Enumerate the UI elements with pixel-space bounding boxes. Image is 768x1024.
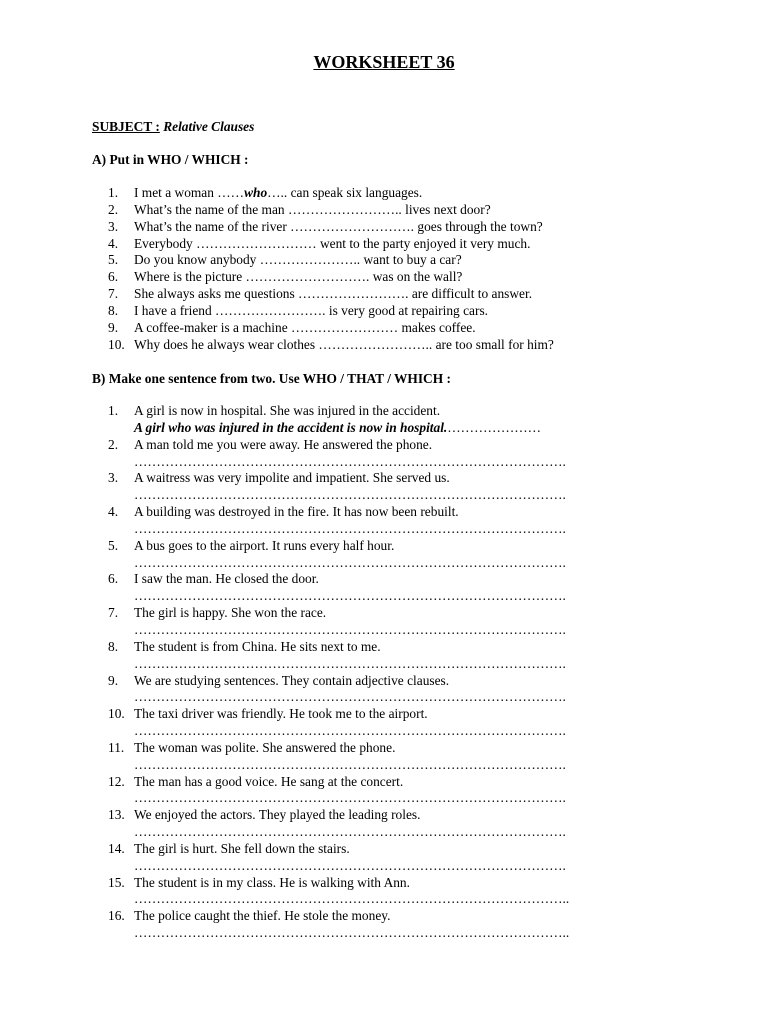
item-number: 2. [108, 436, 119, 452]
item-number: 4. [108, 504, 119, 520]
item-row [108, 639, 569, 656]
item-number: 1. [108, 403, 119, 418]
answer-line [108, 891, 569, 908]
item-text: We are studying sentences. They contain adjective clauses. [134, 672, 450, 688]
answer-dots: ……………………………………………………………………………………. [134, 520, 566, 536]
item-text [134, 252, 462, 269]
item-row [108, 706, 569, 723]
exercise-b-item [108, 908, 569, 942]
item-text [134, 202, 491, 219]
answer-dots: ………………… [447, 419, 542, 435]
item-number: 9. [108, 672, 119, 688]
item-text: The girl is hurt. She fell down the stairs. [134, 840, 350, 856]
exercise-b-item [108, 605, 569, 639]
answer-line [108, 689, 569, 706]
item-text-pre: I met a woman …… [134, 185, 245, 200]
item-text [134, 219, 543, 236]
item-text-post: ….. can speak six languages. [267, 185, 423, 200]
item-text-pre: What’s the name of the man …………………….. lives next door? [134, 201, 491, 217]
item-number: 10. [108, 706, 125, 722]
answer-line [108, 622, 569, 639]
exercise-a-item [108, 320, 554, 337]
exercise-a-item [108, 303, 554, 320]
answer-dots: ……………………………………………………………………………………. [134, 655, 566, 671]
exercise-a-item [108, 236, 554, 253]
item-row [108, 673, 569, 690]
exercise-b-item [108, 504, 569, 538]
item-number: 14. [108, 840, 125, 856]
answer-line [108, 588, 569, 605]
answer-dots: ……………………………………………………………………………………. [134, 689, 566, 705]
item-text-pre: Do you know anybody ………………….. want to buy a car? [134, 252, 462, 268]
item-text [134, 303, 488, 320]
answer-dots: ……………………………………………………………………………………. [134, 487, 566, 503]
answer-line [108, 824, 569, 841]
section-a-heading: A) Put in WHO / WHICH : [92, 152, 249, 167]
exercise-b-item [108, 639, 569, 673]
section-a-list [108, 185, 554, 353]
item-text [134, 286, 532, 303]
item-answer: who [244, 185, 268, 200]
item-number: 15. [108, 874, 125, 890]
item-text [134, 320, 476, 337]
item-text: I saw the man. He closed the door. [134, 571, 319, 587]
exercise-a-item [108, 337, 554, 354]
item-number: 1. [108, 185, 119, 200]
exercise-b-item [108, 774, 569, 808]
answer-line [108, 555, 569, 572]
item-number: 3. [108, 470, 119, 486]
subject-line [92, 119, 254, 135]
item-number: 16. [108, 908, 125, 924]
item-number: 2. [108, 201, 119, 217]
item-text: The police caught the thief. He stole the money. [134, 908, 391, 924]
item-text [134, 269, 462, 286]
exercise-b-item [108, 807, 569, 841]
item-number: 9. [108, 319, 119, 335]
answer-line [108, 757, 569, 774]
item-row [108, 571, 569, 588]
item-number: 6. [108, 269, 119, 285]
item-number: 3. [108, 218, 119, 234]
item-number: 12. [108, 773, 125, 789]
answer-line [108, 454, 569, 471]
answer-dots: ……………………………………………………………………………………. [134, 554, 566, 570]
item-text-pre: She always asks me questions ……………………. are difficult to answer. [134, 286, 533, 302]
exercise-a-item [108, 219, 554, 236]
item-text: The student is from China. He sits next to me. [134, 638, 381, 654]
exercise-b-item [108, 673, 569, 707]
exercise-b-item [108, 470, 569, 504]
exercise-b-item [108, 403, 569, 437]
item-text-pre: A coffee-maker is a machine …………………… makes coffee. [134, 319, 476, 335]
item-number: 6. [108, 571, 119, 587]
worksheet-title: WORKSHEET 36 [313, 52, 455, 72]
item-row [108, 538, 569, 555]
item-text: The woman was polite. She answered the phone. [134, 739, 396, 755]
answer-line [108, 723, 569, 740]
item-row [108, 403, 569, 420]
item-number: 10. [108, 336, 125, 352]
item-number: 7. [108, 286, 119, 302]
item-text [134, 185, 422, 202]
item-text: A waitress was very impolite and impatient. She served us. [134, 470, 450, 486]
item-number: 5. [108, 537, 119, 553]
exercise-a-item [108, 202, 554, 219]
exercise-a-item [108, 185, 554, 202]
item-text: The man has a good voice. He sang at the concert. [134, 773, 404, 789]
item-text-pre: Where is the picture ………………………. was on the wall? [134, 269, 463, 285]
answer-dots: …………………………………………………………………………………….. [134, 891, 570, 907]
answer-dots: ……………………………………………………………………………………. [134, 824, 566, 840]
exercise-b-item [108, 437, 569, 471]
exercise-a-item [108, 286, 554, 303]
item-number: 8. [108, 638, 119, 654]
item-row [108, 504, 569, 521]
item-text: The taxi driver was friendly. He took me to the airport. [134, 706, 428, 722]
answer-dots: ……………………………………………………………………………………. [134, 621, 566, 637]
answer-line [108, 925, 569, 942]
example-answer: A girl who was injured in the accident is now in hospital. [134, 419, 448, 435]
answer-dots: ……………………………………………………………………………………. [134, 790, 566, 806]
exercise-b-item [108, 740, 569, 774]
item-row [108, 807, 569, 824]
item-row [108, 740, 569, 757]
item-number: 8. [108, 302, 119, 318]
section-b-heading: B) Make one sentence from two. Use WHO / THAT / WHICH : [92, 371, 451, 386]
answer-line [108, 858, 569, 875]
answer-line [108, 790, 569, 807]
item-number: 13. [108, 807, 125, 823]
item-row [108, 470, 569, 487]
answer-dots: ……………………………………………………………………………………. [134, 723, 566, 739]
item-text: The student is in my class. He is walking with Ann. [134, 874, 410, 890]
subject-label: SUBJECT : [92, 119, 160, 134]
item-row [108, 774, 569, 791]
item-row [108, 841, 569, 858]
exercise-a-item [108, 252, 554, 269]
item-row [108, 437, 569, 454]
exercise-b-item [108, 875, 569, 909]
item-text: The girl is happy. She won the race. [134, 605, 327, 621]
item-number: 5. [108, 252, 119, 268]
answer-dots: …………………………………………………………………………………….. [134, 925, 570, 941]
item-text: A man told me you were away. He answered the phone. [134, 436, 433, 452]
item-text: We enjoyed the actors. They played the leading roles. [134, 807, 421, 823]
item-text-pre: Why does he always wear clothes …………………….. are too small for him? [134, 336, 554, 352]
item-text: A girl is now in hospital. She was injured in the accident. [134, 403, 441, 418]
section-b-list [108, 403, 569, 942]
answer-line [108, 487, 569, 504]
exercise-b-item [108, 706, 569, 740]
item-text: A building was destroyed in the fire. It has now been rebuilt. [134, 504, 459, 520]
answer-dots: ……………………………………………………………………………………. [134, 588, 566, 604]
answer-dots: ……………………………………………………………………………………. [134, 453, 566, 469]
item-text [134, 337, 554, 354]
exercise-b-item [108, 571, 569, 605]
answer-dots: ……………………………………………………………………………………. [134, 857, 566, 873]
item-row [108, 875, 569, 892]
item-number: 11. [108, 739, 125, 755]
item-number: 7. [108, 605, 119, 621]
item-text: A bus goes to the airport. It runs every half hour. [134, 537, 395, 553]
answer-line [108, 521, 569, 538]
item-text-pre: What’s the name of the river ………………………. goes through the town? [134, 218, 543, 234]
answer-line [108, 420, 569, 437]
item-text [134, 236, 530, 253]
item-number: 4. [108, 235, 119, 251]
item-text-pre: Everybody ……………………… went to the party enjoyed it very much. [134, 235, 531, 251]
answer-line [108, 656, 569, 673]
item-row [108, 908, 569, 925]
exercise-b-item [108, 538, 569, 572]
exercise-a-item [108, 269, 554, 286]
answer-dots: ……………………………………………………………………………………. [134, 756, 566, 772]
subject-value: Relative Clauses [163, 119, 255, 134]
exercise-b-item [108, 841, 569, 875]
item-row [108, 605, 569, 622]
item-text-pre: I have a friend ……………………. is very good at repairing cars. [134, 302, 489, 318]
